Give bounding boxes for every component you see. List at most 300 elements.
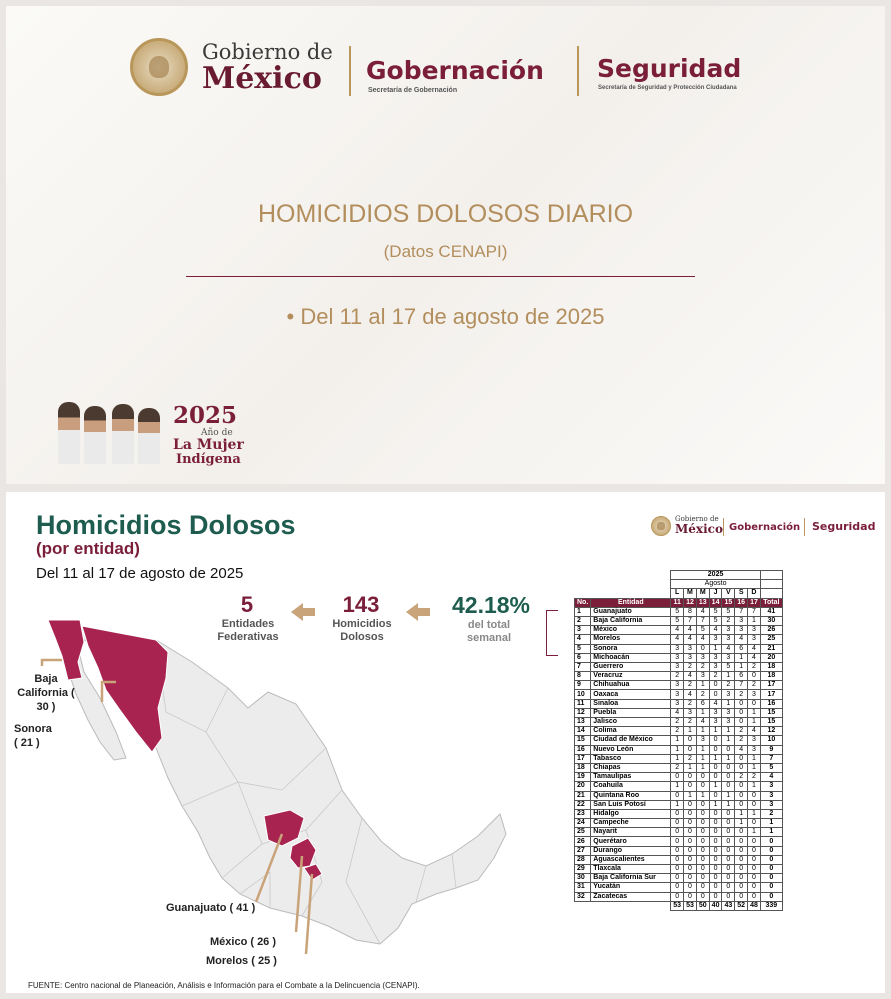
table-cell: 7: [748, 607, 761, 616]
table-cell: Coahuila: [591, 782, 671, 791]
table-cell: 0: [760, 874, 782, 883]
table-cell: 0: [671, 819, 684, 828]
table-totals-row: [575, 901, 783, 910]
table-day-total: 52: [735, 901, 748, 910]
table-cell: 0: [735, 718, 748, 727]
table-cell: Ciudad de México: [591, 736, 671, 745]
table-cell: 3: [760, 782, 782, 791]
table-cell: 5: [575, 644, 591, 653]
table-cell: 0: [760, 892, 782, 901]
table-cell: 4: [722, 644, 735, 653]
stat-entities-label: Entidades Federativas: [217, 618, 279, 643]
table-cell: 3: [709, 662, 722, 671]
table-cell: 0: [671, 791, 684, 800]
table-cell: 0: [684, 800, 697, 809]
table-cell: 0: [722, 846, 735, 855]
table-cell: 1: [722, 754, 735, 763]
report-subtitle: (Datos CENAPI): [383, 242, 508, 261]
table-cell: 0: [696, 837, 709, 846]
table-cell: 0: [684, 865, 697, 874]
table-cell: 25: [575, 828, 591, 837]
table-cell: 28: [575, 855, 591, 864]
table-cell: 2: [671, 718, 684, 727]
table-cell: 2: [760, 809, 782, 818]
table-cell: 4: [748, 653, 761, 662]
table-cell: 0: [671, 883, 684, 892]
table-cell: Baja California: [591, 616, 671, 625]
table-cell: 0: [684, 892, 697, 901]
table-cell: 0: [696, 874, 709, 883]
table-cell: 2: [575, 616, 591, 625]
table-month-row: [575, 580, 783, 589]
table-cell: 0: [696, 782, 709, 791]
table-cell: 1: [575, 607, 591, 616]
table-cell: 3: [735, 626, 748, 635]
table-cell: 24: [575, 819, 591, 828]
table-cell: 1: [735, 809, 748, 818]
table-cell: 4: [671, 626, 684, 635]
table-cell: 1: [696, 708, 709, 717]
table-cell: 0: [671, 837, 684, 846]
table-cell: 1: [722, 800, 735, 809]
table-row: [575, 672, 783, 681]
table-cell: 0: [709, 809, 722, 818]
table-cell: 18: [760, 672, 782, 681]
table-cell: 15: [575, 736, 591, 745]
table-cell: 0: [709, 681, 722, 690]
table-row: [575, 736, 783, 745]
table-cell: 1: [709, 727, 722, 736]
table-cell: Nuevo León: [591, 745, 671, 754]
table-row: [575, 616, 783, 625]
table-cell: 0: [696, 800, 709, 809]
table-cell: 2: [722, 616, 735, 625]
table-cell: 25: [760, 635, 782, 644]
slide-title: Homicidios Dolosos: [36, 510, 296, 540]
table-cell: 1: [696, 763, 709, 772]
day-letter: J: [709, 589, 722, 598]
table-cell: Colima: [591, 727, 671, 736]
table-cell: 0: [709, 773, 722, 782]
table-cell: 0: [735, 892, 748, 901]
logo-seguridad-sub: Secretaría de Seguridad y Protección Ciudadana: [598, 85, 737, 91]
table-cell: 4: [696, 635, 709, 644]
table-cell: 0: [760, 837, 782, 846]
table-row: [575, 754, 783, 763]
table-row: [575, 837, 783, 846]
table-cell: Hidalgo: [591, 809, 671, 818]
table-cell: 3: [735, 616, 748, 625]
table-cell: 0: [748, 791, 761, 800]
table-cell: 5: [671, 616, 684, 625]
table-cell: 0: [709, 819, 722, 828]
table-cell: 7: [696, 616, 709, 625]
table-cell: 18: [575, 763, 591, 772]
table-cell: 1: [684, 763, 697, 772]
table-day-total: 50: [696, 901, 709, 910]
table-cell: 4: [709, 626, 722, 635]
table-cell: 4: [748, 644, 761, 653]
table-cell: 30: [760, 616, 782, 625]
logo-gobernacion-sub: Secretaría de Gobernación: [368, 87, 458, 94]
table-cell: 0: [748, 800, 761, 809]
table-cell: 0: [671, 855, 684, 864]
table-cell: 0: [735, 883, 748, 892]
table-cell: 4: [671, 635, 684, 644]
table-cell: 17: [760, 681, 782, 690]
table-cell: 0: [735, 874, 748, 883]
table-cell: 0: [735, 699, 748, 708]
table-row: [575, 809, 783, 818]
table-cell: 2: [735, 727, 748, 736]
map-label-baja-california: Baja California ( 30 ): [17, 673, 75, 713]
table-cell: 4: [735, 635, 748, 644]
map-label-mexico: México ( 26 ): [210, 936, 277, 948]
table-cell: Durango: [591, 846, 671, 855]
top5-bracket: [546, 610, 558, 656]
table-row: [575, 819, 783, 828]
table-cell: 5: [671, 607, 684, 616]
table-cell: 4: [709, 699, 722, 708]
table-cell: 26: [760, 626, 782, 635]
col-day: 12: [684, 598, 697, 607]
table-cell: 0: [735, 865, 748, 874]
table-cell: 0: [709, 874, 722, 883]
day-letter: S: [735, 589, 748, 598]
table-cell: México: [591, 626, 671, 635]
col-day: 11: [671, 598, 684, 607]
col-day: 15: [722, 598, 735, 607]
stat-homicides-value: 143: [342, 592, 380, 617]
table-cell: 0: [722, 773, 735, 782]
table-cell: 21: [760, 644, 782, 653]
table-cell: 3: [709, 635, 722, 644]
year-caption-1: Año de: [201, 428, 233, 438]
table-cell: 1: [671, 782, 684, 791]
table-cell: 0: [722, 809, 735, 818]
table-cell: 0: [696, 846, 709, 855]
table-row: [575, 626, 783, 635]
table-cell: 0: [735, 846, 748, 855]
table-row: [575, 718, 783, 727]
table-cell: 1: [722, 727, 735, 736]
table-cell: 0: [671, 809, 684, 818]
table-cell: Michoacán: [591, 653, 671, 662]
table-cell: 3: [684, 644, 697, 653]
table-cell: 0: [735, 708, 748, 717]
table-cell: 0: [748, 892, 761, 901]
table-cell: 2: [671, 763, 684, 772]
table-cell: 0: [671, 828, 684, 837]
table-cell: 1: [671, 736, 684, 745]
table-cell: 0: [684, 837, 697, 846]
table-cell: 0: [748, 874, 761, 883]
table-cell: 3: [760, 800, 782, 809]
table-cell: 3: [722, 708, 735, 717]
table-row: [575, 865, 783, 874]
table-cell: 1: [709, 800, 722, 809]
source-note: FUENTE: Centro nacional de Planeación, Análisis e Información para el Combate a la Delincuencia (CENAPI).: [28, 981, 420, 990]
table-cell: Aguascalientes: [591, 855, 671, 864]
table-cell: 0: [696, 828, 709, 837]
table-cell: 16: [760, 699, 782, 708]
stat-percent-label: del total semanal: [466, 619, 512, 644]
table-cell: 0: [735, 837, 748, 846]
table-cell: 0: [684, 874, 697, 883]
table-cell: 0: [722, 874, 735, 883]
table-cell: 0: [671, 773, 684, 782]
table-cell: 7: [760, 754, 782, 763]
table-cell: 0: [709, 690, 722, 699]
table-cell: San Luis Potosí: [591, 800, 671, 809]
table-cell: 2: [735, 773, 748, 782]
table-cell: 0: [709, 745, 722, 754]
table-cell: 1: [735, 819, 748, 828]
table-cell: 0: [748, 699, 761, 708]
logo-gobierno-line2: México: [202, 61, 322, 96]
table-cell: 3: [671, 662, 684, 671]
table-cell: 2: [684, 681, 697, 690]
day-letter: V: [722, 589, 735, 598]
table-row: [575, 635, 783, 644]
table-cell: 1: [748, 754, 761, 763]
table-cell: 1: [748, 782, 761, 791]
table-cell: 20: [575, 782, 591, 791]
table-cell: 0: [760, 883, 782, 892]
table-cell: 8: [575, 672, 591, 681]
table-cell: 10: [760, 736, 782, 745]
table-cell: 0: [722, 855, 735, 864]
table-cell: 5: [709, 607, 722, 616]
report-title: HOMICIDIOS DOLOSOS DIARIO: [257, 200, 634, 228]
table-row: [575, 782, 783, 791]
table-grand-total: 339: [760, 901, 782, 910]
table-cell: 0: [684, 782, 697, 791]
table-cell: Tabasco: [591, 754, 671, 763]
table-row: [575, 690, 783, 699]
divider: [723, 518, 724, 536]
table-cell: 1: [684, 791, 697, 800]
table-cell: 3: [709, 718, 722, 727]
table-cell: 0: [735, 800, 748, 809]
table-cell: 26: [575, 837, 591, 846]
table-cell: 0: [696, 855, 709, 864]
table-cell: 6: [735, 644, 748, 653]
table-cell: 0: [709, 736, 722, 745]
table-cell: 1: [671, 745, 684, 754]
table-cell: 0: [696, 883, 709, 892]
table-cell: 0: [722, 745, 735, 754]
slide-date-range: Del 11 al 17 de agosto de 2025: [36, 565, 244, 582]
col-day: 17: [748, 598, 761, 607]
table-cell: 15: [760, 708, 782, 717]
table-cell: 2: [671, 727, 684, 736]
table-cell: 5: [709, 616, 722, 625]
table-cell: 0: [748, 837, 761, 846]
col-total: Total: [760, 598, 782, 607]
table-cell: 5: [696, 626, 709, 635]
table-row: [575, 892, 783, 901]
table-cell: 1: [748, 763, 761, 772]
table-cell: 27: [575, 846, 591, 855]
table-cell: 6: [696, 699, 709, 708]
table-day-total: 53: [684, 901, 697, 910]
table-cell: 0: [671, 874, 684, 883]
table-cell: 0: [684, 828, 697, 837]
table-row: [575, 791, 783, 800]
table-cell: 3: [684, 653, 697, 662]
table-cell: 1: [748, 616, 761, 625]
table-cell: 0: [748, 672, 761, 681]
table-cell: 9: [760, 745, 782, 754]
table-cell: Quintana Roo: [591, 791, 671, 800]
table-cell: Morelos: [591, 635, 671, 644]
table-cell: 3: [722, 690, 735, 699]
table-cell: 4: [696, 718, 709, 727]
table-cell: 0: [696, 865, 709, 874]
table-row: [575, 699, 783, 708]
table-row: [575, 662, 783, 671]
table-year-row: [575, 571, 783, 580]
stat-homicides-label: Homicidios Dolosos: [332, 618, 392, 643]
table-cell: 1: [748, 708, 761, 717]
logo-gobierno-line2: México: [675, 522, 723, 536]
table-cell: 0: [671, 846, 684, 855]
table-cell: 14: [575, 727, 591, 736]
table-cell: 0: [748, 865, 761, 874]
table-cell: 30: [575, 874, 591, 883]
day-letter: L: [671, 589, 684, 598]
table-cell: 3: [671, 699, 684, 708]
table-cell: 3: [722, 718, 735, 727]
table-row: [575, 681, 783, 690]
table-cell: 0: [684, 809, 697, 818]
logo-gobierno-line1: Gobierno de: [202, 40, 333, 64]
table-cell: 0: [735, 828, 748, 837]
table-cell: 2: [722, 681, 735, 690]
col-day: 14: [709, 598, 722, 607]
table-cell: 0: [671, 892, 684, 901]
indigenous-women-illustration: [56, 398, 166, 464]
table-cell: 2: [684, 718, 697, 727]
table-cell: 0: [709, 892, 722, 901]
table-row: [575, 874, 783, 883]
table-day-total: 53: [671, 901, 684, 910]
table-cell: 1: [709, 782, 722, 791]
table-cell: 2: [735, 736, 748, 745]
table-cell: 3: [575, 626, 591, 635]
map-label-guanajuato: Guanajuato ( 41 ): [166, 902, 256, 914]
map-label-morelos: Morelos ( 25 ): [206, 955, 277, 967]
table-cell: 3: [748, 745, 761, 754]
table-cell: 3: [684, 708, 697, 717]
table-cell: 2: [696, 690, 709, 699]
report-date-range: • Del 11 al 17 de agosto de 2025: [286, 304, 605, 329]
table-cell: 0: [735, 791, 748, 800]
logo-seguridad: Seguridad: [812, 520, 876, 533]
logo-seguridad: Seguridad: [597, 54, 742, 83]
table-row: [575, 855, 783, 864]
table-cell: 0: [684, 846, 697, 855]
table-cell: 22: [575, 800, 591, 809]
table-cell: 12: [575, 708, 591, 717]
table-cell: 1: [748, 828, 761, 837]
table-cell: 0: [722, 763, 735, 772]
table-cell: Tamaulipas: [591, 773, 671, 782]
entity-slide: [6, 492, 885, 993]
table-cell: Querétaro: [591, 837, 671, 846]
table-cell: 0: [696, 819, 709, 828]
table-cell: 0: [722, 782, 735, 791]
table-cell: 0: [709, 763, 722, 772]
table-cell: 3: [671, 653, 684, 662]
day-letter: M: [684, 589, 697, 598]
divider: [804, 518, 805, 536]
logo-gobierno-line1: Gobierno de: [675, 515, 719, 523]
table-cell: 15: [760, 718, 782, 727]
table-cell: 4: [735, 745, 748, 754]
homicides-table: [574, 570, 783, 911]
table-cell: 1: [696, 681, 709, 690]
mexico-map: [6, 582, 566, 982]
table-cell: 5: [760, 763, 782, 772]
table-cell: 1: [696, 791, 709, 800]
national-seal-icon: [651, 516, 671, 536]
table-cell: Nayarit: [591, 828, 671, 837]
table-cell: 2: [748, 773, 761, 782]
table-row: [575, 828, 783, 837]
table-cell: Chihuahua: [591, 681, 671, 690]
table-cell: 17: [575, 754, 591, 763]
table-cell: 3: [722, 653, 735, 662]
table-cell: 1: [722, 791, 735, 800]
table-cell: 0: [722, 883, 735, 892]
table-cell: 13: [575, 718, 591, 727]
table-cell: Baja California Sur: [591, 874, 671, 883]
table-cell: 2: [684, 662, 697, 671]
table-cell: 23: [575, 809, 591, 818]
table-cell: 2: [696, 662, 709, 671]
table-cell: 1: [696, 727, 709, 736]
table-cell: 3: [722, 635, 735, 644]
table-cell: 2: [671, 672, 684, 681]
table-cell: Oaxaca: [591, 690, 671, 699]
table-cell: 2: [748, 662, 761, 671]
table-cell: 0: [696, 809, 709, 818]
table-cell: 1: [671, 800, 684, 809]
table-cell: 7: [735, 681, 748, 690]
table-row: [575, 653, 783, 662]
table-cell: 0: [722, 892, 735, 901]
table-cell: 0: [722, 819, 735, 828]
cover-slide: [6, 6, 885, 484]
table-row: [575, 644, 783, 653]
table-cell: 0: [684, 745, 697, 754]
table-cell: 0: [735, 763, 748, 772]
table-year: 2025: [671, 571, 761, 580]
table-dayletters-row: [575, 589, 783, 598]
table-cell: 1: [748, 718, 761, 727]
table-cell: 0: [709, 791, 722, 800]
table-cell: 2: [684, 754, 697, 763]
table-cell: 1: [760, 828, 782, 837]
table-cell: 3: [696, 653, 709, 662]
table-cell: 1: [696, 745, 709, 754]
table-cell: 0: [709, 855, 722, 864]
table-cell: 7: [735, 607, 748, 616]
table-cell: 3: [748, 690, 761, 699]
table-cell: 11: [575, 699, 591, 708]
